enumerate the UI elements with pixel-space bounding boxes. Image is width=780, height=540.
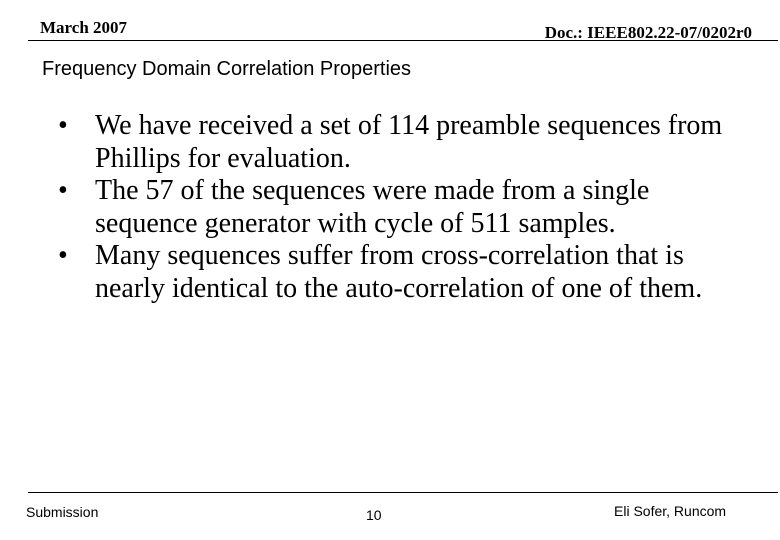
footer-submission-label: Submission: [26, 504, 99, 520]
header-divider: [28, 40, 778, 41]
bullet-item: [58, 175, 758, 240]
bullet-item: [58, 240, 758, 305]
footer-divider: [28, 492, 778, 493]
bullet-text: We have received a set of 114 preamble sequences from Phillips for evaluation.: [95, 110, 723, 174]
bullet-item: [58, 110, 758, 175]
bullet-text: The 57 of the sequences were made from a single sequence generator with cycle of 511 samples.: [95, 175, 650, 239]
bullet-dot-icon: •: [58, 240, 68, 271]
header-date: March 2007: [40, 18, 128, 37]
document-id: Doc.: IEEE802.22-07/0202r0: [544, 23, 752, 42]
bullet-dot-icon: •: [58, 175, 68, 206]
footer-author: Eli Sofer, Runcom: [614, 503, 727, 519]
slide-title: Frequency Domain Correlation Properties: [42, 58, 412, 80]
page-number: 10: [366, 507, 382, 523]
bullet-list: [58, 110, 758, 305]
bullet-text: Many sequences suffer from cross-correlation that is nearly identical to the auto-correlation of one of them.: [95, 240, 703, 304]
bullet-dot-icon: •: [58, 110, 68, 141]
